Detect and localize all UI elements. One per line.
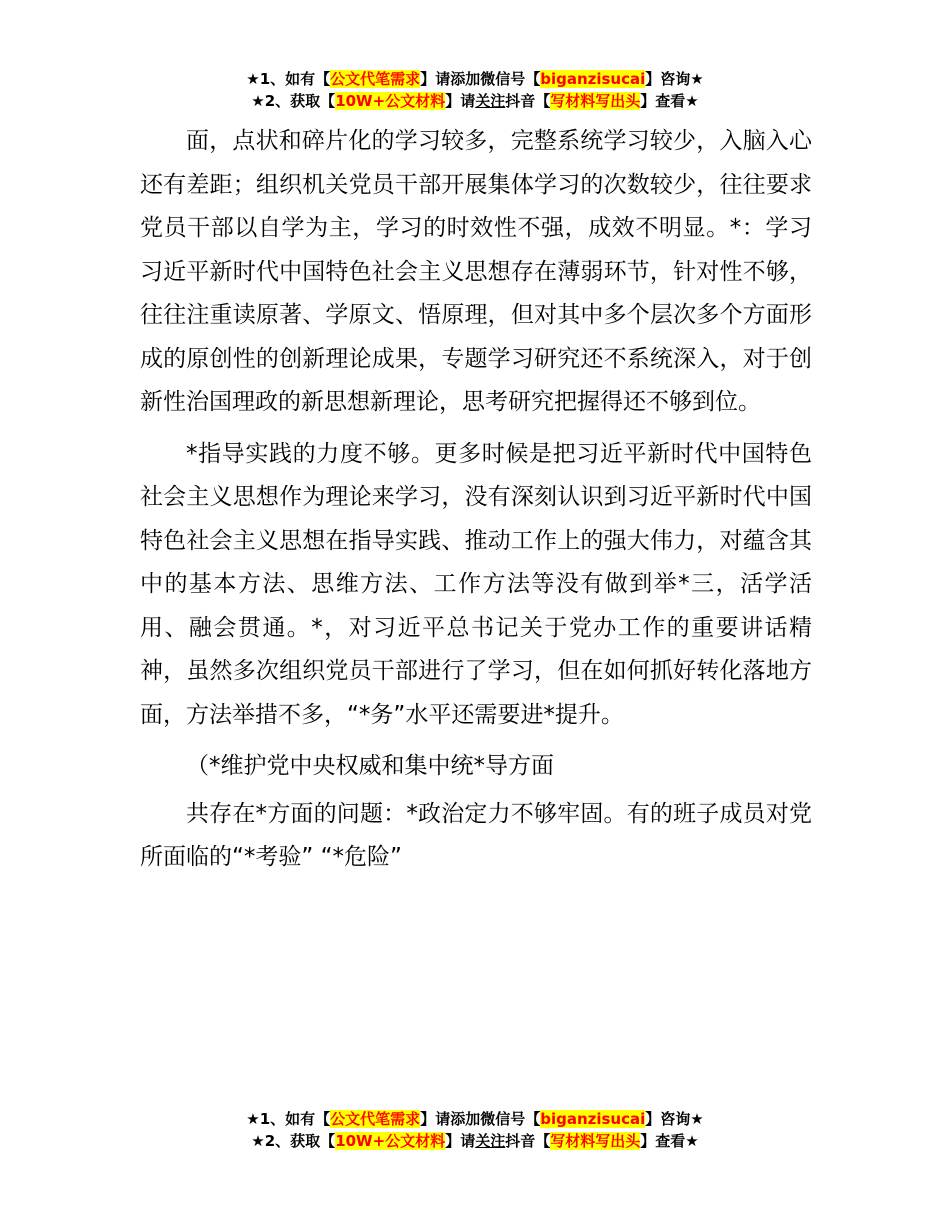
paragraph-3: 共存在*方面的问题：*政治定力不够牢固。有的班子成员对党所面临的“*考验” “*危险” [140, 800, 812, 870]
paragraph-2: *指导实践的力度不够。更多时候是把习近平新时代中国特色社会主义思想作为理论来学习，没有深刻认识到习近平新时代中国特色社会主义思想在指导实践、推动工作上的强大伟力，对蕴含其中的基本方法、思维方法、工作方法等没有做到举*三，活学活用、融会贯通。*，对习近平总书记关于党办工作的重要讲话精神，虽然多次组织党员干部进行了学习，但在如何抓好转化落地方面，方法举措不多，“*务”水平还需要进*提升。 [140, 440, 812, 728]
banner-line-1 [0, 1108, 950, 1130]
banner-line-1 [0, 68, 950, 90]
banner-text: ★1、如有【 [246, 70, 331, 88]
banner-line-2 [0, 90, 950, 112]
banner-text: 抖音【 [505, 92, 551, 110]
banner-highlight: 10W+公文材料 [335, 92, 446, 110]
banner-text: ★1、如有【 [246, 1110, 331, 1128]
banner-highlight: 10W+公文材料 [335, 1132, 446, 1150]
banner-wechat-id: biganzisucai [540, 1110, 646, 1128]
banner-highlight: 写材料写出头 [550, 92, 641, 110]
section-heading: （*维护党中央权威和集中统*导方面 [186, 753, 554, 779]
banner-text: 】请添加微信号【 [420, 70, 541, 88]
banner-highlight: 写材料写出头 [550, 1132, 641, 1150]
banner-text: 】请 [445, 92, 476, 110]
footer-banner [0, 1108, 950, 1152]
banner-highlight: 公文代笔需求 [330, 1110, 421, 1128]
banner-text: 】请 [445, 1132, 476, 1150]
document-body [140, 120, 812, 888]
banner-text: 】请添加微信号【 [420, 1110, 541, 1128]
paragraph-1: 面，点状和碎片化的学习较多，完整系统学习较少，入脑入心还有差距；组织机关党员干部开展集体学习的次数较少，往往要求党员干部以自学为主，学习的时效性不强，成效不明显。*：学习习近平新时代中国特色社会主义思想存在薄弱环节，针对性不够，往往注重读原著、学原文、悟原理，但对其中多个层次多个方面形成的原创性的创新理论成果，专题学习研究还不系统深入，对于创新性治国理政的新思想新理论，思考研究把握得还不够到位。 [140, 128, 812, 415]
banner-underlined: 关注 [475, 1132, 506, 1150]
banner-text: ★2、获取【 [251, 92, 336, 110]
banner-highlight: 公文代笔需求 [330, 70, 421, 88]
banner-text: ★2、获取【 [251, 1132, 336, 1150]
banner-underlined: 关注 [475, 92, 506, 110]
banner-line-2 [0, 1130, 950, 1152]
banner-text: 】咨询★ [645, 70, 704, 88]
banner-text: 】咨询★ [645, 1110, 704, 1128]
banner-text: 】查看★ [640, 92, 699, 110]
header-banner [0, 68, 950, 112]
banner-text: 】查看★ [640, 1132, 699, 1150]
banner-wechat-id: biganzisucai [540, 70, 646, 88]
banner-text: 抖音【 [505, 1132, 551, 1150]
